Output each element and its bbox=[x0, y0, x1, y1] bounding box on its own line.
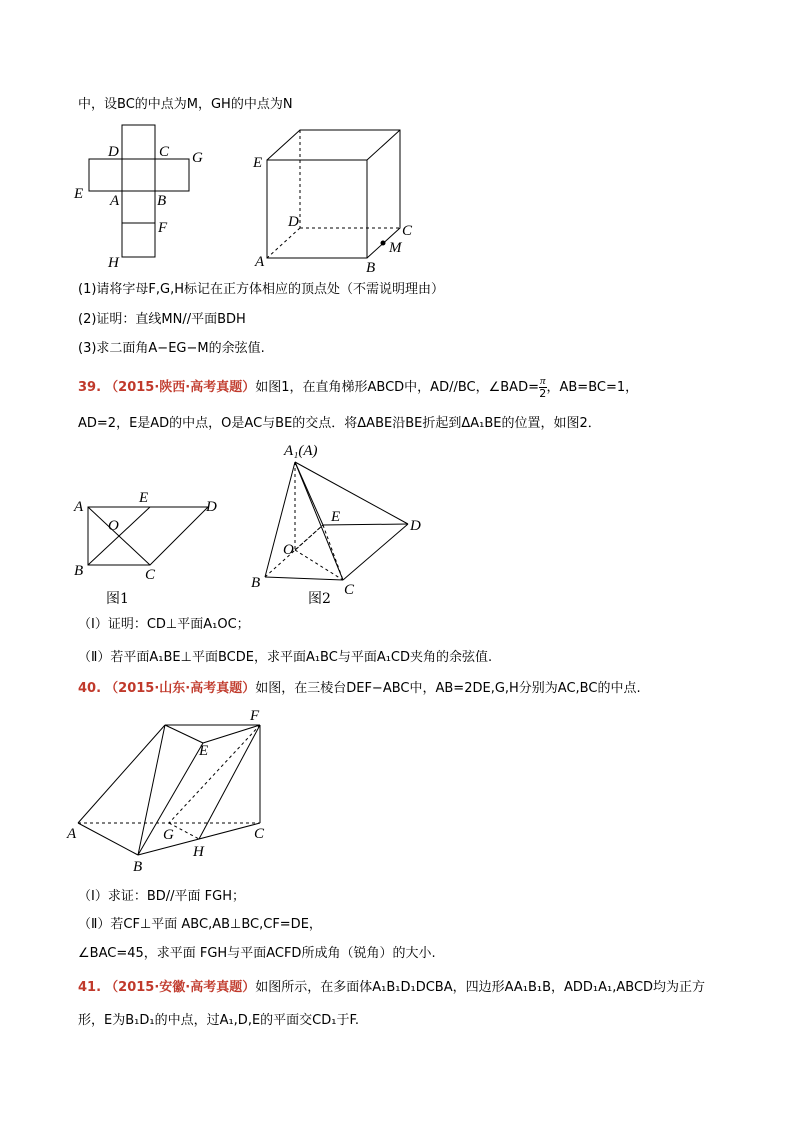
p41-line1 bbox=[78, 979, 705, 997]
fig40-label: H bbox=[193, 844, 204, 860]
p41-text1: 如图所示，在多面体A₁B₁D₁DCBA，四边形AA₁B₁B，ADD₁A₁,ABCD均为正方 bbox=[255, 980, 706, 995]
p40-q2b: ∠BAC=45，求平面 FGH与平面ACFD所成角（锐角）的大小. bbox=[78, 946, 436, 961]
p39-q2: （Ⅱ）若平面A₁BE⊥平面BCDE，求平面A₁BC与平面A₁CD夹角的余弦值. bbox=[78, 650, 493, 665]
p39-number: 39. bbox=[78, 380, 102, 395]
fig40-label: A bbox=[67, 826, 77, 842]
fig39a-label: O bbox=[108, 518, 119, 534]
p38-q1: (1)请将字母F,G,H标记在正方体相应的顶点处（不需说明理由） bbox=[78, 282, 445, 297]
p40-line1 bbox=[78, 680, 641, 698]
fig40-label: C bbox=[254, 826, 265, 842]
fig39a-label: D bbox=[206, 499, 217, 515]
point-m-dot bbox=[381, 241, 386, 246]
fig39b-label: C bbox=[344, 582, 355, 598]
p40-q2: （Ⅱ）若CF⊥平面 ABC,AB⊥BC,CF=DE， bbox=[78, 917, 322, 932]
p39-text1a: 如图1，在直角梯形ABCD中，AD//BC，∠BAD= bbox=[255, 380, 539, 395]
p40-q1: （Ⅰ）求证：BD//平面 FGH； bbox=[78, 889, 245, 904]
net-label: F bbox=[158, 220, 168, 236]
p40-source: （2015·山东·高考真题） bbox=[105, 681, 256, 696]
cube-label: D bbox=[288, 214, 299, 230]
p39-text1b: ，AB=BC=1， bbox=[546, 380, 639, 395]
p39-line1 bbox=[78, 376, 638, 399]
p38-q3: (3)求二面角A−EG−M的余弦值. bbox=[78, 341, 265, 356]
fig40-label: G bbox=[163, 827, 174, 843]
fig39a-label: B bbox=[74, 563, 84, 579]
fig39b-label: A₁(A) bbox=[284, 443, 318, 459]
fig39a-label: A bbox=[74, 499, 84, 515]
fig39b-label: B bbox=[251, 575, 261, 591]
net-label: B bbox=[157, 193, 167, 209]
p40-number: 40. bbox=[78, 681, 102, 696]
p40-text1: 如图，在三棱台DEF−ABC中，AB=2DE,G,H分别为AC,BC的中点. bbox=[255, 681, 641, 696]
net-label: G bbox=[192, 150, 203, 166]
p41-line2: 形，E为B₁D₁的中点，过A₁,D,E的平面交CD₁于F. bbox=[78, 1013, 359, 1028]
net-label: C bbox=[159, 144, 170, 160]
fig40-label: F bbox=[250, 708, 260, 724]
net-label: A bbox=[110, 193, 120, 209]
figure-40 bbox=[65, 700, 285, 875]
cube-figure bbox=[250, 125, 430, 275]
intro-text: 中，设BC的中点为M，GH的中点为N bbox=[78, 97, 293, 112]
fig39a-caption: 图1 bbox=[106, 591, 129, 607]
fig39b-caption: 图2 bbox=[308, 591, 331, 607]
p39-line2: AD=2，E是AD的中点，O是AC与BE的交点．将ΔABE沿BE折起到ΔA₁BE的位置，如图2． bbox=[78, 416, 601, 431]
fig39b-label: E bbox=[331, 509, 341, 525]
p41-source: （2015·安徽·高考真题） bbox=[105, 980, 256, 995]
p41-number: 41. bbox=[78, 980, 102, 995]
net-label: E bbox=[74, 186, 84, 202]
net-horizontal-strip bbox=[89, 159, 189, 191]
fig39b-label: O bbox=[283, 542, 294, 558]
net-label: H bbox=[108, 255, 119, 271]
cube-net-figure bbox=[70, 125, 220, 270]
fig39a-label: C bbox=[145, 567, 156, 583]
fig40-label: E bbox=[199, 743, 209, 759]
fig40-label: B bbox=[133, 859, 143, 875]
fig39b-label: D bbox=[410, 518, 421, 534]
figure-39-2 bbox=[250, 440, 440, 610]
fig39a-label: E bbox=[139, 490, 149, 506]
cube-label: A bbox=[255, 254, 265, 270]
cube-label: M bbox=[389, 240, 402, 256]
net-label: D bbox=[108, 144, 119, 160]
p38-q2: (2)证明：直线MN//平面BDH bbox=[78, 312, 246, 327]
p39-source: （2015·陕西·高考真题） bbox=[105, 380, 256, 395]
cube-label: B bbox=[366, 260, 376, 276]
cube-label: C bbox=[402, 223, 413, 239]
cube-label: E bbox=[253, 155, 263, 171]
p39-q1: （Ⅰ）证明：CD⊥平面A₁OC； bbox=[78, 617, 250, 632]
pi-over-2-fraction: $\frac{\pi}{2}$ bbox=[539, 375, 547, 400]
figure-39-1 bbox=[70, 485, 240, 610]
